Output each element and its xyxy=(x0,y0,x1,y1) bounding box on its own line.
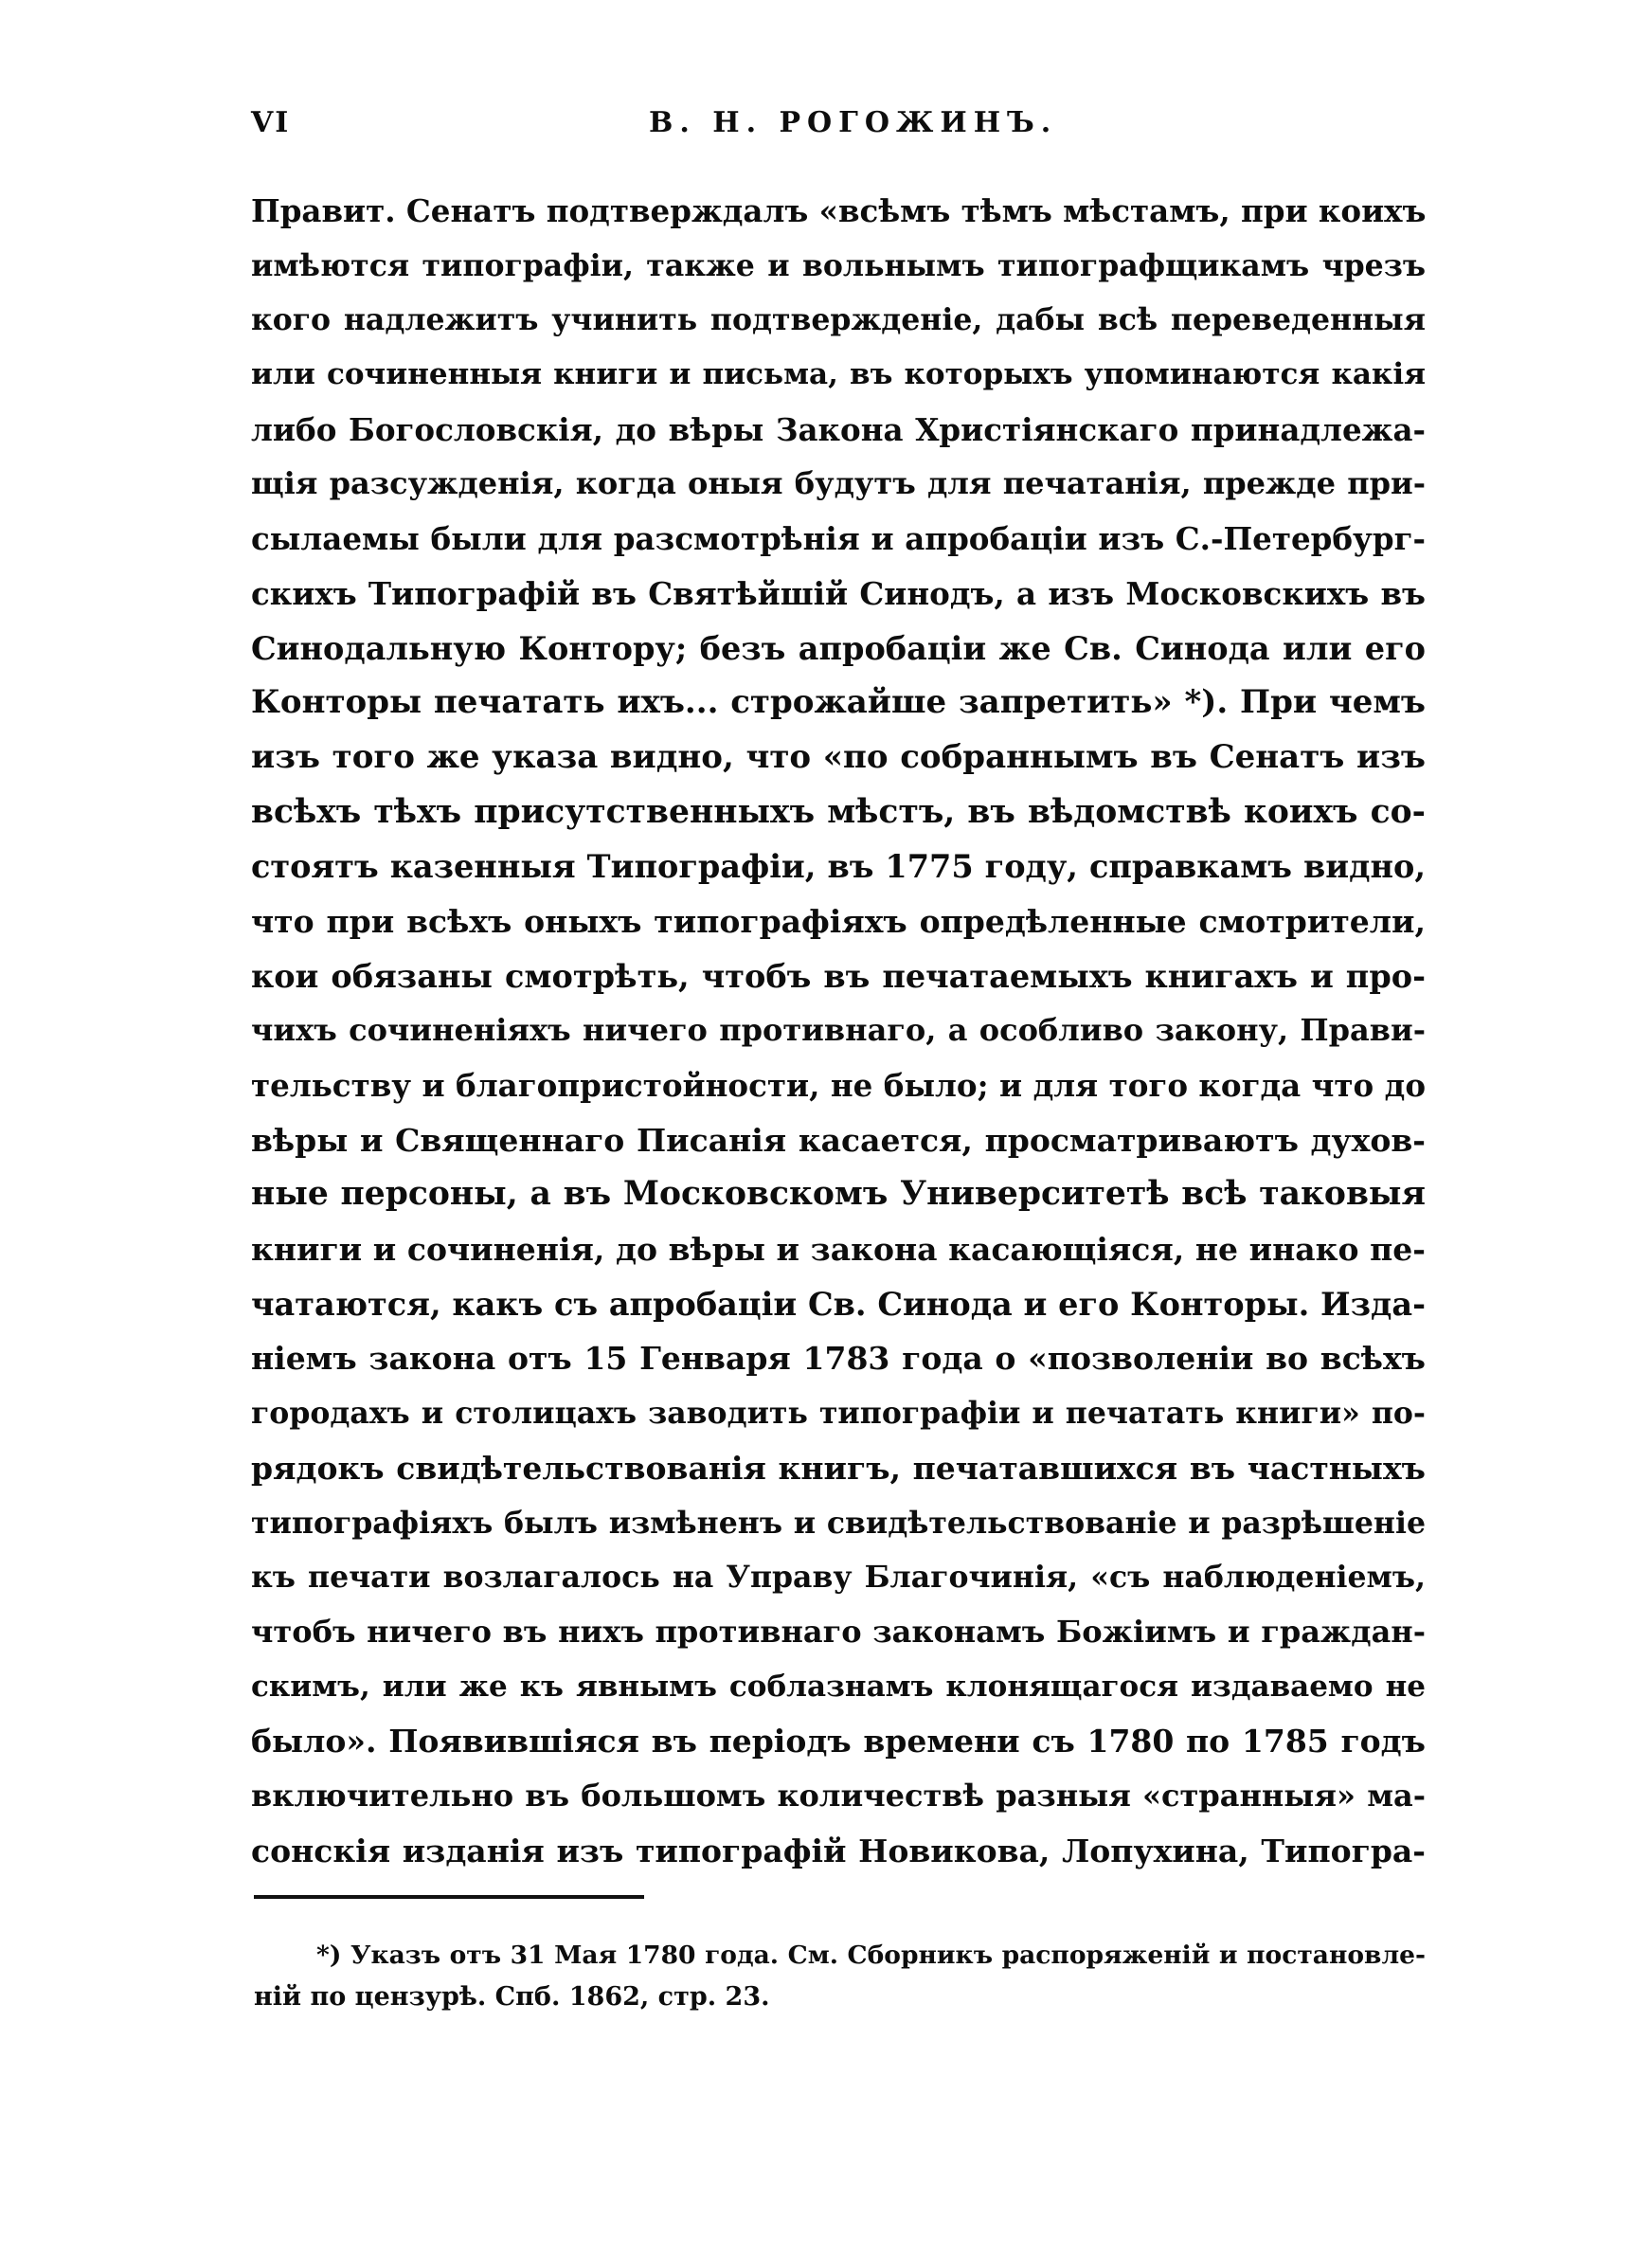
text-line: книги и сочиненія, до вѣры и закона касающіяся, не инако пе- xyxy=(251,1231,1426,1269)
running-title: В. Н. РОГОЖИНЪ. xyxy=(649,106,1058,139)
text-line: ные персоны, а въ Московскомъ Университетѣ всѣ таковыя xyxy=(251,1175,1426,1214)
text-line: либо Богословскія, до вѣры Закона Христіянскаго принадлежа- xyxy=(251,410,1426,448)
text-line: чатаются, какъ съ апробаціи Св. Синода и его Конторы. Изда- xyxy=(251,1285,1426,1323)
text-line: кои обязаны смотрѣть, чтобъ въ печатаемыхъ книгахъ и про- xyxy=(251,957,1426,995)
text-line: Конторы печатать ихъ... строжайше запретить» *). При чемъ xyxy=(251,683,1426,722)
text-line: кого надлежитъ учинить подтвержденіе, дабы всѣ переведенныя xyxy=(251,302,1426,338)
page-number: VI xyxy=(251,106,291,139)
text-line: имѣются типографіи, также и вольнымъ типографщикамъ чрезъ xyxy=(251,247,1426,283)
text-line: вѣры и Священнаго Писанія касается, просматриваютъ духов- xyxy=(251,1121,1426,1159)
text-line: что при всѣхъ оныхъ типографіяхъ опредѣленные смотрители, xyxy=(251,902,1426,940)
footnote-line: *) Указъ отъ 31 Мая 1780 года. См. Сборникъ распоряженій и постановле- xyxy=(316,1941,1426,1970)
text-line: Правит. Сенатъ подтверждалъ «всѣмъ тѣмъ мѣстамъ, при коихъ xyxy=(251,192,1427,229)
text-line: къ печати возлагалось на Управу Благочинія, «съ наблюденіемъ, xyxy=(251,1560,1426,1596)
text-line: или сочиненныя книги и письма, въ которыхъ упоминаются какія xyxy=(251,357,1426,392)
footnote xyxy=(254,1935,1426,2018)
text-line: щія разсужденія, когда оныя будутъ для печатанія, прежде при- xyxy=(251,465,1426,502)
text-line: было». Появившіяся въ періодъ времени съ 1780 по 1785 годъ xyxy=(251,1723,1426,1760)
text-line: тельству и благопристойности, не было; и для того когда что до xyxy=(251,1067,1426,1104)
text-line: сонскія изданія изъ типографій Новикова, Лопухина, Типогра- xyxy=(251,1832,1426,1869)
text-line: включительно въ большомъ количествѣ разныя «странныя» ма- xyxy=(251,1777,1426,1814)
text-line: стоятъ казенныя Типографіи, въ 1775 году, справкамъ видно, xyxy=(251,848,1426,886)
text-line: рядокъ свидѣтельствованія книгъ, печатавшихся въ частныхъ xyxy=(251,1449,1426,1487)
text-line: Синодальную Контору; безъ апробаціи же Св. Синода или его xyxy=(251,629,1426,667)
text-line: изъ того же указа видно, что «по собраннымъ въ Сенатъ изъ xyxy=(251,737,1426,776)
body-text xyxy=(251,184,1426,1878)
text-line: всѣхъ тѣхъ присутственныхъ мѣстъ, въ вѣдомствѣ коихъ со- xyxy=(251,792,1426,831)
footnote-line: ній по цензурѣ. Спб. 1862, стр. 23. xyxy=(254,1982,770,2012)
footnote-divider xyxy=(254,1895,644,1899)
text-line: скимъ, или же къ явнымъ соблазнамъ клонящагося издаваемо не xyxy=(251,1669,1426,1704)
text-line: скихъ Типографій въ Святѣйшій Синодъ, а изъ Московскихъ въ xyxy=(251,574,1426,612)
text-line: чихъ сочиненіяхъ ничего противнаго, а особливо закону, Прави- xyxy=(251,1012,1426,1049)
page-header xyxy=(251,106,1416,153)
text-line: типографіяхъ былъ измѣненъ и свидѣтельствованіе и разрѣшеніе xyxy=(251,1505,1426,1541)
text-line: ніемъ закона отъ 15 Генваря 1783 года о «позволеніи во всѣхъ xyxy=(251,1340,1426,1378)
text-line: сылаемы были для разсмотрѣнія и апробаціи изъ С.-Петербург- xyxy=(251,520,1426,558)
text-line: чтобъ ничего въ нихъ противнаго законамъ Божіимъ и граждан- xyxy=(251,1613,1426,1650)
text-line: городахъ и столицахъ заводить типографіи и печатать книги» по- xyxy=(251,1396,1426,1432)
